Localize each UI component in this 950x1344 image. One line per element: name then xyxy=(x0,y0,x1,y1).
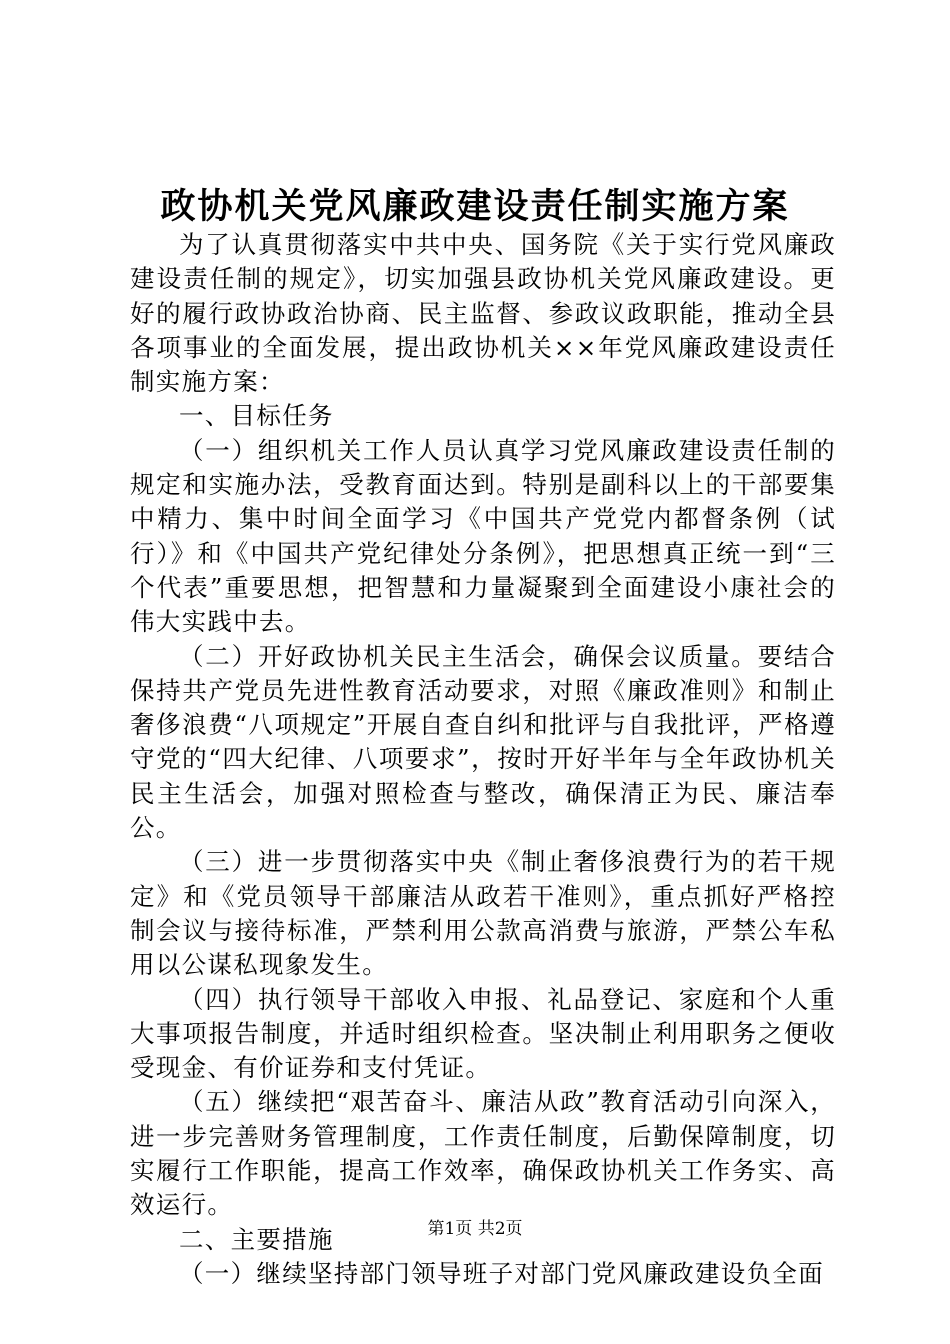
document-title: 政协机关党风廉政建设责任制实施方案 xyxy=(160,187,790,227)
section-heading-goals: 一、目标任务 xyxy=(179,401,334,431)
goal-item-4: （四）执行领导干部收入申报、礼品登记、家庭和个人重大事项报告制度，并适时组织检查。坚决制止利用职务之便收受现金、有价证券和支付凭证。 xyxy=(130,984,836,1083)
goal-item-5: （五）继续把“艰苦奋斗、廉洁从政”教育活动引向深入，进一步完善财务管理制度，工作责任制度，后勤保障制度，切实履行工作职能，提高工作效率，确保政协机关工作务实、高效运行。 xyxy=(130,1087,836,1220)
section-heading-measures: 二、主要措施 xyxy=(179,1224,334,1254)
goal-item-2: （二）开好政协机关民主生活会，确保会议质量。要结合保持共产党员先进性教育活动要求，对照《廉政准则》和制止奢侈浪费“八项规定”开展自查自纠和批评与自我批评，严格遵守党的“四大纪律、八项要求”，按时开好半年与全年政协机关民主生活会，加强对照检查与整改，确保清正为民、廉洁奉公。 xyxy=(130,641,836,843)
page-number-footer: 第1页 共2页 xyxy=(427,1219,523,1239)
document-body xyxy=(130,228,836,1291)
goal-item-3: （三）进一步贯彻落实中央《制止奢侈浪费行为的若干规定》和《党员领导干部廉洁从政若干准则》，重点抓好严格控制会议与接待标准，严禁利用公款高消费与旅游，严禁公车私用以公谋私现象发生。 xyxy=(130,847,836,980)
intro-paragraph: 为了认真贯彻落实中共中央、国务院《关于实行党风廉政建设责任制的规定》，切实加强县政协机关党风廉政建设。更好的履行政协政治协商、民主监督、参政议政职能，推动全县各项事业的全面发展，提出政协机关××年党风廉政建设责任制实施方案： xyxy=(130,230,836,397)
goal-item-1: （一）组织机关工作人员认真学习党风廉政建设责任制的规定和实施办法，受教育面达到。特别是副科以上的干部要集中精力、集中时间全面学习《中国共产党党内都督条例（试行）》和《中国共产党纪律处分条例》，把思想真正统一到“三个代表”重要思想，把智慧和力量凝聚到全面建设小康社会的伟大实践中去。 xyxy=(130,435,837,637)
measure-item-1: （一）继续坚持部门领导班子对部门党风廉政建设负全面 xyxy=(179,1258,824,1288)
